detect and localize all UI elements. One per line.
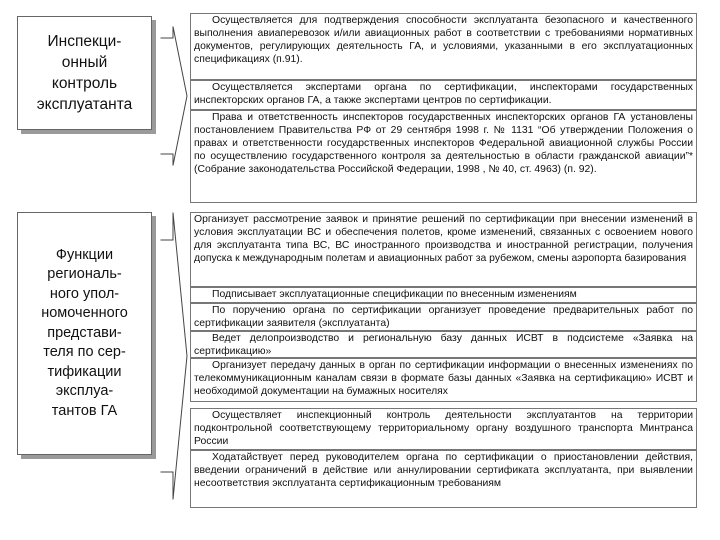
paragraph-performers: Осуществляется экспертами органа по сертификации, инспекторами государственных инспекторских органов ГА, а также экспертами центров по сертификации. [190,80,697,110]
function-preliminary-works: По поручению органа по сертификации организует проведение предварительных работ по сертификации заявителя (эксплуатанта) [190,303,697,331]
function-organizes-review: Организует рассмотрение заявок и принятие решений по сертификации при внесении изменений в условия эксплуатации ВС и обеспечения полетов, кроме изменений, связанных с освоением нового для эксплуатанта типа ВС, ВС иностранного производства и иностранной регистрации, получения допуска к международным полетам и авиационных работ за рубежом, смены аэропорта базирования [190,212,697,287]
inspection-control-label: Инспекци- онный контроль эксплуатанта [36,33,133,113]
paragraph-purpose: Осуществляется для подтверждения способности эксплуатанта безопасного и качественного выполнения авиаперевозок и/или авиационных работ в соответствии с требованиями нормативных документов, регулирующих деятельность ГА, и условиями, указанными в его эксплуатационных спецификациях (п.91). [190,13,697,80]
inspection-control-label-box [17,16,152,130]
function-data-transfer: Организует передачу данных в орган по сертификации информации о внесенных изменениях по телекоммуникационным каналам связи в формате базы данных «Заявка на сертификацию» ИСВТ и необходимой документации на бумажных носителях [190,358,697,402]
arrow-right-icon [160,26,188,166]
function-signs-specifications: Подписывает эксплуатационные спецификации по внесенным изменениям [190,287,697,303]
paragraph-rights: Права и ответственность инспекторов государственных инспекторских органов ГА установлены постановлением Правительства РФ от 29 сентября 1998 г. № 1131 “Об утверждении Положения о правах и ответственности государственных инспекторов Федеральной авиационной службы России по осуществлению государственного контроля за деятельностью в области гражданской авиации”* (Собрание законодательства Российской Федерации, 1998 , № 40, ст. 4963) (п. 92). [190,110,697,203]
regional-representative-label-box [17,212,152,455]
regional-representative-label: Функции региональ- ного упол- номоченного представи- теля по сер- тификации эксплуа- тантов ГА [41,246,128,419]
function-petition-suspension: Ходатайствует перед руководителем органа по сертификации о приостановлении действия, введении ограничений в действие или аннулировании сертификата эксплуатанта, при выявлении несоответствия эксплуатанта сертификационным требованиям [190,450,697,508]
function-inspection-control: Осуществляет инспекционный контроль деятельности эксплуатантов на территории подконтрольной соответствующему территориальному органу воздушного транспорта Минтранса России [190,408,697,450]
function-records-database: Ведет делопроизводство и региональную базу данных ИСВТ в подсистеме «Заявка на сертификацию» [190,331,697,358]
arrow-right-icon [160,212,188,500]
